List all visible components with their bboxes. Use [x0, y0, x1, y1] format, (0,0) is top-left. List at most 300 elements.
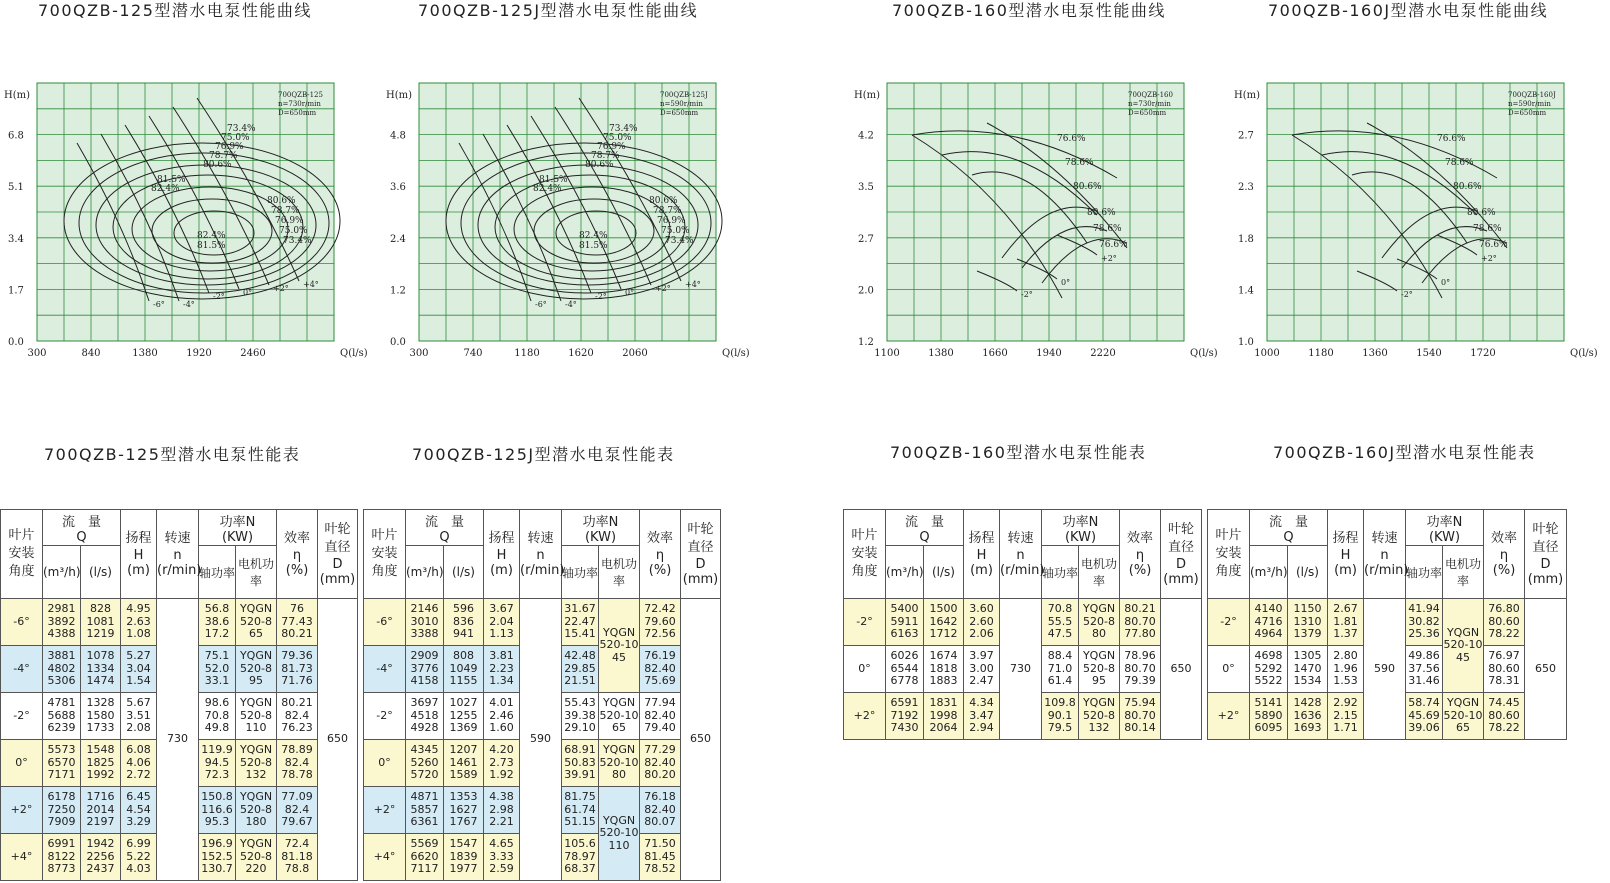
efficiency-label: 76.6%	[1057, 134, 1086, 144]
head-cell: 6.45 4.54 3.29	[121, 787, 157, 834]
head-cell: 3.60 2.60 2.06	[964, 599, 1000, 646]
y-tick-label: 4.2	[858, 130, 874, 142]
hdr-efficiency: 效率 η (%)	[1484, 510, 1525, 599]
y-tick-label: 4.8	[390, 130, 406, 142]
efficiency-cell: 79.36 81.73 71.76	[277, 646, 318, 693]
efficiency-label: 73.4%	[665, 236, 694, 246]
flow-m3h-cell: 5569 6620 7117	[406, 834, 444, 881]
x-tick-label: 1660	[982, 348, 1008, 359]
head-cell: 5.67 3.51 2.08	[121, 693, 157, 740]
efficiency-label: 82.4%	[197, 231, 226, 241]
motor-cell: YQGN 520-10 45	[1443, 599, 1484, 693]
flow-m3h-cell: 6026 6544 6778	[886, 646, 924, 693]
flow-m3h-cell: 4871 5857 6361	[406, 787, 444, 834]
chart-title-160j: 700QZB-160J型潜水电泵性能曲线	[1268, 1, 1549, 20]
head-cell: 2.67 1.81 1.37	[1328, 599, 1364, 646]
angle-cell: +4°	[364, 834, 406, 881]
legend-text: 700QZB-160	[1128, 91, 1173, 99]
hdr-power: 功率N (KW)	[1406, 510, 1484, 546]
diameter-cell: 650	[681, 599, 721, 881]
angle-label: -6°	[153, 300, 165, 309]
flow-m3h-cell: 3697 4518 4928	[406, 693, 444, 740]
efficiency-cell: 80.21 80.70 77.80	[1120, 599, 1161, 646]
angle-cell: +2°	[364, 787, 406, 834]
efficiency-cell: 77.94 82.40 79.40	[640, 693, 681, 740]
flow-m3h-cell: 4345 5260 5720	[406, 740, 444, 787]
flow-m3h-cell: 6991 8122 8773	[43, 834, 81, 881]
motor-cell: YQGN 520-10 80	[599, 740, 640, 787]
efficiency-cell: 77.29 82.40 80.20	[640, 740, 681, 787]
efficiency-cell: 78.96 80.70 79.39	[1120, 646, 1161, 693]
flow-m3h-cell: 4781 5688 6239	[43, 693, 81, 740]
legend-text: n=590r/min	[1508, 100, 1551, 108]
y-tick-label: 1.4	[1238, 285, 1254, 297]
flow-m3h-cell: 3881 4802 5306	[43, 646, 81, 693]
hdr-impeller-diameter: 叶轮 直径 D (mm)	[1525, 510, 1567, 599]
hdr-speed: 转速 n (r/min)	[1000, 510, 1042, 599]
hdr-speed: 转速 n (r/min)	[520, 510, 562, 599]
legend-text: D=650mm	[660, 109, 699, 117]
efficiency-label: 76.9%	[657, 216, 686, 226]
x-axis-label: Q(l/s)	[1570, 348, 1598, 359]
y-tick-label: 1.2	[858, 337, 874, 348]
efficiency-label: 75.0%	[661, 226, 690, 236]
hdr-efficiency: 效率 η (%)	[640, 510, 681, 599]
hdr-shaft-power: 轴功率	[1406, 546, 1443, 599]
efficiency-cell: 76.19 82.40 75.69	[640, 646, 681, 693]
shaft-power-cell: 41.94 30.82 25.36	[1406, 599, 1443, 646]
hdr-flow-ls: (l/s)	[1288, 546, 1328, 599]
legend-text: D=650mm	[1508, 109, 1547, 117]
flow-m3h-cell: 2981 3892 4388	[43, 599, 81, 646]
hdr-power: 功率N (KW)	[1042, 510, 1120, 546]
hdr-motor-power: 电机功率	[236, 546, 277, 599]
table-row	[364, 599, 721, 646]
table-title-160j: 700QZB-160J型潜水电泵性能表	[1273, 443, 1536, 462]
flow-ls-cell: 1353 1627 1767	[444, 787, 484, 834]
head-cell: 3.81 2.23 1.34	[484, 646, 520, 693]
hdr-flow-ls: (l/s)	[924, 546, 964, 599]
efficiency-label: 78.7%	[209, 151, 238, 161]
angle-cell: -6°	[1, 599, 43, 646]
efficiency-label: 81.5%	[539, 175, 568, 185]
speed-cell: 730	[157, 599, 199, 881]
shaft-power-cell: 196.9 152.5 130.7	[199, 834, 236, 881]
hdr-efficiency: 效率 η (%)	[277, 510, 318, 599]
hdr-blade-angle: 叶片 安装 角度	[364, 510, 406, 599]
x-tick-label: 1180	[514, 348, 540, 359]
hdr-blade-angle: 叶片 安装 角度	[1208, 510, 1250, 599]
efficiency-label: 80.6%	[649, 196, 678, 206]
x-tick-label: 300	[409, 348, 429, 359]
efficiency-label: 75.0%	[221, 133, 250, 143]
x-axis-label: Q(l/s)	[340, 348, 368, 359]
angle-cell: 0°	[1, 740, 43, 787]
hdr-shaft-power: 轴功率	[199, 546, 236, 599]
hdr-shaft-power: 轴功率	[562, 546, 599, 599]
angle-cell: -2°	[844, 599, 886, 646]
angle-label: +2°	[273, 284, 289, 293]
angle-label: -2°	[1401, 290, 1413, 299]
table-row	[844, 599, 1202, 646]
angle-cell: -4°	[364, 646, 406, 693]
performance-table-160j	[1207, 509, 1567, 740]
efficiency-label: 76.6%	[1479, 240, 1508, 250]
y-tick-label: 2.3	[1238, 182, 1254, 194]
angle-cell: +2°	[844, 693, 886, 740]
flow-ls-cell: 1831 1998 2064	[924, 693, 964, 740]
efficiency-label: 80.6%	[203, 160, 232, 170]
diameter-cell: 650	[1525, 599, 1567, 740]
hdr-flow-m3h: (m³/h)	[886, 546, 924, 599]
efficiency-label: 73.4%	[609, 124, 638, 134]
flow-m3h-cell: 5141 5890 6095	[1250, 693, 1288, 740]
performance-chart-160j	[1230, 78, 1610, 368]
performance-table-125j	[363, 509, 721, 881]
head-cell: 4.95 2.63 1.08	[121, 599, 157, 646]
x-tick-label: 1920	[186, 348, 212, 359]
chart-title-125j: 700QZB-125J型潜水电泵性能曲线	[418, 1, 699, 20]
legend-text: D=650mm	[1128, 109, 1167, 117]
efficiency-cell: 80.21 82.4 76.23	[277, 693, 318, 740]
y-tick-label: 2.7	[858, 233, 874, 245]
hdr-blade-angle: 叶片 安装 角度	[844, 510, 886, 599]
motor-cell: YQGN 520-10 110	[599, 787, 640, 881]
x-tick-label: 2220	[1090, 348, 1116, 359]
hdr-flow: 流 量 Q	[886, 510, 964, 546]
performance-chart-125j	[382, 78, 762, 368]
efficiency-cell: 74.45 80.60 78.22	[1484, 693, 1525, 740]
efficiency-cell: 76.97 80.60 78.31	[1484, 646, 1525, 693]
angle-label: +2°	[1101, 254, 1117, 263]
efficiency-label: 78.6%	[1445, 158, 1474, 168]
y-tick-label: 2.4	[390, 233, 406, 245]
efficiency-cell: 72.4 81.18 78.8	[277, 834, 318, 881]
shaft-power-cell: 109.8 90.1 79.5	[1042, 693, 1079, 740]
flow-m3h-cell: 5573 6570 7171	[43, 740, 81, 787]
efficiency-label: 75.0%	[603, 133, 632, 143]
angle-label: -2°	[1021, 290, 1033, 299]
motor-cell: YQGN 520-10 65	[1443, 693, 1484, 740]
head-cell: 3.97 3.00 2.47	[964, 646, 1000, 693]
shaft-power-cell: 105.6 78.97 68.37	[562, 834, 599, 881]
hdr-flow: 流 量 Q	[1250, 510, 1328, 546]
angle-label: -2°	[213, 292, 225, 301]
angle-cell: +2°	[1, 787, 43, 834]
efficiency-label: 81.5%	[579, 241, 608, 251]
chart-title-160: 700QZB-160型潜水电泵性能曲线	[892, 1, 1166, 20]
hdr-motor-power: 电机功率	[1443, 546, 1484, 599]
chart-title-125: 700QZB-125型潜水电泵性能曲线	[38, 1, 312, 20]
motor-cell: YQGN 520-8 65	[236, 599, 277, 646]
hdr-motor-power: 电机功率	[599, 546, 640, 599]
flow-m3h-cell: 2909 3776 4158	[406, 646, 444, 693]
hdr-flow-ls: (l/s)	[444, 546, 484, 599]
x-tick-label: 1380	[928, 348, 954, 359]
head-cell: 3.67 2.04 1.13	[484, 599, 520, 646]
hdr-flow: 流 量 Q	[406, 510, 484, 546]
y-tick-label: 6.8	[8, 130, 24, 142]
legend-text: 700QZB-125	[278, 91, 323, 99]
hdr-impeller-diameter: 叶轮 直径 D (mm)	[318, 510, 358, 599]
motor-cell: YQGN 520-8 95	[1079, 646, 1120, 693]
hdr-head: 扬程 H (m)	[121, 510, 157, 599]
diameter-cell: 650	[1161, 599, 1202, 740]
efficiency-label: 80.6%	[267, 196, 296, 206]
efficiency-label: 78.7%	[591, 151, 620, 161]
speed-cell: 730	[1000, 599, 1042, 740]
flow-ls-cell: 808 1049 1155	[444, 646, 484, 693]
x-tick-label: 840	[81, 348, 101, 359]
legend-text: n=590r/min	[660, 100, 703, 108]
y-axis-label: H(m)	[386, 90, 413, 101]
angle-label: 0°	[243, 288, 253, 297]
shaft-power-cell: 150.8 116.6 95.3	[199, 787, 236, 834]
legend-text: 700QZB-160J	[1508, 91, 1556, 99]
angle-cell: +4°	[1, 834, 43, 881]
flow-ls-cell: 1548 1825 1992	[81, 740, 121, 787]
y-tick-label: 1.2	[390, 285, 406, 297]
flow-m3h-cell: 6178 7250 7909	[43, 787, 81, 834]
efficiency-label: 80.6%	[585, 160, 614, 170]
angle-cell: 0°	[1208, 646, 1250, 693]
x-tick-label: 1180	[1308, 348, 1334, 359]
x-tick-label: 1100	[874, 348, 900, 359]
hdr-flow-ls: (l/s)	[81, 546, 121, 599]
legend-text: n=730r/min	[1128, 100, 1171, 108]
hdr-head: 扬程 H (m)	[964, 510, 1000, 599]
angle-label: -2°	[595, 292, 607, 301]
motor-cell: YQGN 520-8 180	[236, 787, 277, 834]
y-tick-label: 0.0	[8, 337, 24, 348]
hdr-impeller-diameter: 叶轮 直径 D (mm)	[1161, 510, 1202, 599]
x-tick-label: 740	[463, 348, 483, 359]
hdr-flow-m3h: (m³/h)	[1250, 546, 1288, 599]
angle-label: -4°	[183, 300, 195, 309]
efficiency-label: 78.6%	[1473, 224, 1502, 234]
y-tick-label: 5.1	[8, 182, 24, 194]
x-tick-label: 1940	[1036, 348, 1062, 359]
head-cell: 6.99 5.22 4.03	[121, 834, 157, 881]
efficiency-label: 82.4%	[151, 184, 180, 194]
shaft-power-cell: 98.6 70.8 49.8	[199, 693, 236, 740]
y-tick-label: 1.0	[1238, 337, 1254, 348]
x-tick-label: 2060	[622, 348, 648, 359]
hdr-motor-power: 电机功率	[1079, 546, 1120, 599]
motor-cell: YQGN 520-8 80	[1079, 599, 1120, 646]
flow-ls-cell: 1716 2014 2197	[81, 787, 121, 834]
head-cell: 6.08 4.06 2.72	[121, 740, 157, 787]
legend-text: n=730r/min	[278, 100, 321, 108]
legend-text: 700QZB-125J	[660, 91, 708, 99]
x-tick-label: 1380	[132, 348, 158, 359]
hdr-power: 功率N (KW)	[562, 510, 640, 546]
angle-cell: -2°	[364, 693, 406, 740]
y-tick-label: 3.6	[390, 182, 406, 194]
table-title-125: 700QZB-125型潜水电泵性能表	[44, 445, 301, 464]
speed-cell: 590	[520, 599, 562, 881]
efficiency-label: 81.5%	[197, 241, 226, 251]
efficiency-label: 76.9%	[597, 142, 626, 152]
head-cell: 4.34 3.47 2.94	[964, 693, 1000, 740]
flow-m3h-cell: 6591 7192 7430	[886, 693, 924, 740]
x-tick-label: 1360	[1362, 348, 1388, 359]
angle-label: +4°	[685, 280, 701, 289]
efficiency-label: 78.6%	[1065, 158, 1094, 168]
angle-cell: -6°	[364, 599, 406, 646]
hdr-blade-angle: 叶片 安装 角度	[1, 510, 43, 599]
efficiency-cell: 76.80 80.60 78.22	[1484, 599, 1525, 646]
efficiency-cell: 76 77.43 80.21	[277, 599, 318, 646]
table-row	[1, 599, 358, 646]
hdr-impeller-diameter: 叶轮 直径 D (mm)	[681, 510, 721, 599]
motor-cell: YQGN 520-10 65	[599, 693, 640, 740]
motor-cell: YQGN 520-8 132	[1079, 693, 1120, 740]
hdr-flow-m3h: (m³/h)	[43, 546, 81, 599]
head-cell: 2.92 2.15 1.71	[1328, 693, 1364, 740]
efficiency-cell: 71.50 81.45 78.52	[640, 834, 681, 881]
head-cell: 5.27 3.04 1.54	[121, 646, 157, 693]
angle-label: +2°	[1481, 254, 1497, 263]
efficiency-label: 82.4%	[533, 184, 562, 194]
y-axis-label: H(m)	[854, 90, 881, 101]
efficiency-label: 76.9%	[215, 142, 244, 152]
performance-chart-125	[0, 78, 380, 368]
hdr-speed: 转速 n (r/min)	[157, 510, 199, 599]
x-tick-label: 2460	[240, 348, 266, 359]
flow-ls-cell: 1305 1470 1534	[1288, 646, 1328, 693]
flow-ls-cell: 1078 1334 1474	[81, 646, 121, 693]
flow-ls-cell: 1674 1818 1883	[924, 646, 964, 693]
performance-table-125	[0, 509, 358, 881]
table-title-160: 700QZB-160型潜水电泵性能表	[890, 443, 1147, 462]
y-tick-label: 2.7	[1238, 130, 1254, 142]
angle-label: +2°	[655, 284, 671, 293]
head-cell: 4.38 2.98 2.21	[484, 787, 520, 834]
efficiency-cell: 75.94 80.70 80.14	[1120, 693, 1161, 740]
hdr-head: 扬程 H (m)	[1328, 510, 1364, 599]
efficiency-label: 76.9%	[275, 216, 304, 226]
shaft-power-cell: 58.74 45.69 39.06	[1406, 693, 1443, 740]
performance-table-160	[843, 509, 1202, 740]
hdr-flow-m3h: (m³/h)	[406, 546, 444, 599]
flow-ls-cell: 1942 2256 2437	[81, 834, 121, 881]
flow-m3h-cell: 2146 3010 3388	[406, 599, 444, 646]
performance-chart-160	[850, 78, 1230, 368]
shaft-power-cell: 55.43 39.38 29.10	[562, 693, 599, 740]
angle-cell: 0°	[844, 646, 886, 693]
head-cell: 4.20 2.73 1.92	[484, 740, 520, 787]
shaft-power-cell: 68.91 50.83 39.91	[562, 740, 599, 787]
angle-label: 0°	[1441, 278, 1451, 287]
angle-label: 0°	[1061, 278, 1071, 287]
x-tick-label: 300	[27, 348, 47, 359]
y-tick-label: 0.0	[390, 337, 406, 348]
y-tick-label: 3.4	[8, 233, 24, 245]
efficiency-label: 80.6%	[1467, 208, 1496, 218]
legend-text: D=650mm	[278, 109, 317, 117]
shaft-power-cell: 70.8 55.5 47.5	[1042, 599, 1079, 646]
efficiency-label: 80.6%	[1087, 208, 1116, 218]
efficiency-label: 73.4%	[283, 236, 312, 246]
shaft-power-cell: 81.75 61.74 51.15	[562, 787, 599, 834]
flow-m3h-cell: 5400 5911 6163	[886, 599, 924, 646]
flow-ls-cell: 596 836 941	[444, 599, 484, 646]
head-cell: 4.65 3.33 2.59	[484, 834, 520, 881]
motor-cell: YQGN 520-8 95	[236, 646, 277, 693]
angle-cell: -2°	[1208, 599, 1250, 646]
speed-cell: 590	[1364, 599, 1406, 740]
shaft-power-cell: 31.67 22.47 15.41	[562, 599, 599, 646]
flow-m3h-cell: 4140 4716 4964	[1250, 599, 1288, 646]
efficiency-label: 81.5%	[157, 175, 186, 185]
angle-label: 0°	[625, 288, 635, 297]
y-axis-label: H(m)	[4, 90, 31, 101]
x-tick-label: 1620	[568, 348, 594, 359]
efficiency-label: 73.4%	[227, 124, 256, 134]
hdr-speed: 转速 n (r/min)	[1364, 510, 1406, 599]
flow-ls-cell: 1027 1255 1369	[444, 693, 484, 740]
diameter-cell: 650	[318, 599, 358, 881]
hdr-head: 扬程 H (m)	[484, 510, 520, 599]
hdr-shaft-power: 轴功率	[1042, 546, 1079, 599]
x-axis-label: Q(l/s)	[722, 348, 750, 359]
angle-label: +4°	[303, 280, 319, 289]
motor-cell: YQGN 520-8 220	[236, 834, 277, 881]
angle-cell: -4°	[1, 646, 43, 693]
angle-cell: +2°	[1208, 693, 1250, 740]
table-title-125j: 700QZB-125J型潜水电泵性能表	[412, 445, 675, 464]
angle-label: -6°	[535, 300, 547, 309]
y-axis-label: H(m)	[1234, 90, 1261, 101]
flow-ls-cell: 1428 1636 1693	[1288, 693, 1328, 740]
angle-cell: -2°	[1, 693, 43, 740]
efficiency-cell: 76.18 82.40 80.07	[640, 787, 681, 834]
x-tick-label: 1000	[1254, 348, 1280, 359]
efficiency-cell: 77.09 82.4 79.67	[277, 787, 318, 834]
shaft-power-cell: 42.48 29.85 21.51	[562, 646, 599, 693]
efficiency-label: 78.6%	[1093, 224, 1122, 234]
table-row	[1208, 599, 1567, 646]
y-tick-label: 1.7	[8, 285, 24, 297]
flow-m3h-cell: 4698 5292 5522	[1250, 646, 1288, 693]
efficiency-cell: 78.89 82.4 78.78	[277, 740, 318, 787]
efficiency-label: 76.6%	[1099, 240, 1128, 250]
flow-ls-cell: 1150 1310 1379	[1288, 599, 1328, 646]
flow-ls-cell: 1500 1642 1712	[924, 599, 964, 646]
hdr-flow: 流 量 Q	[43, 510, 121, 546]
motor-cell: YQGN 520-8 132	[236, 740, 277, 787]
angle-label: -4°	[565, 300, 577, 309]
flow-ls-cell: 828 1081 1219	[81, 599, 121, 646]
head-cell: 4.01 2.46 1.60	[484, 693, 520, 740]
y-tick-label: 3.5	[858, 182, 874, 194]
head-cell: 2.80 1.96 1.53	[1328, 646, 1364, 693]
motor-cell: YQGN 520-10 45	[599, 599, 640, 693]
motor-cell: YQGN 520-8 110	[236, 693, 277, 740]
shaft-power-cell: 56.8 38.6 17.2	[199, 599, 236, 646]
flow-ls-cell: 1207 1461 1589	[444, 740, 484, 787]
x-tick-label: 1720	[1470, 348, 1496, 359]
shaft-power-cell: 75.1 52.0 33.1	[199, 646, 236, 693]
hdr-efficiency: 效率 η (%)	[1120, 510, 1161, 599]
efficiency-label: 80.6%	[1453, 182, 1482, 192]
shaft-power-cell: 119.9 94.5 72.3	[199, 740, 236, 787]
shaft-power-cell: 49.86 37.56 31.46	[1406, 646, 1443, 693]
x-tick-label: 1540	[1416, 348, 1442, 359]
flow-ls-cell: 1328 1580 1733	[81, 693, 121, 740]
efficiency-label: 78.7%	[271, 206, 300, 216]
